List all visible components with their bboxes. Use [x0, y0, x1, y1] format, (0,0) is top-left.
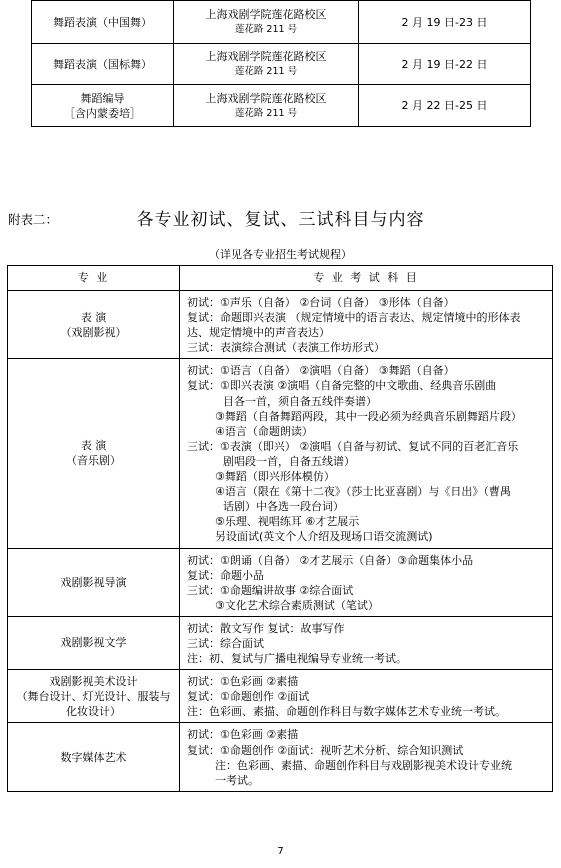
subject-line: 目各一首，须自备五线伴奏谱） [223, 394, 377, 408]
subject-line: 三试：表演综合测试（表演工作坊形式） [187, 341, 385, 355]
table-row [8, 723, 553, 791]
major-cell [32, 85, 174, 127]
major-cell [8, 359, 180, 548]
subjects-cell [180, 670, 553, 723]
subject-line: 达、规定情境中的声音表达） [187, 326, 330, 340]
subject-line: 注：初、复试与广播电视编导专业统一考试。 [187, 652, 407, 666]
major-cell [8, 616, 180, 669]
venue-name: 上海戏剧学院莲花路校区 [205, 91, 327, 105]
subjects-cell [180, 359, 553, 548]
column-header-major: 专 业 [8, 266, 180, 291]
venue-address: 莲花路 211 号 [234, 107, 298, 119]
major-name: 舞蹈表演（国标舞） [53, 57, 152, 71]
section-note: （详见各专业招生考试规程） [209, 248, 352, 261]
table-row [8, 291, 553, 359]
subject-line: ④语言（命题朗读） [215, 424, 313, 438]
subject-line: 注：色彩画、素描、命题创作科目与戏剧影视美术设计专业统 [215, 758, 512, 772]
major-cell [8, 723, 180, 791]
table-row [32, 44, 531, 85]
venue-cell [174, 1, 359, 44]
table-row [32, 1, 531, 44]
major-note: ［含内蒙委培］ [64, 106, 141, 120]
subject-line: 初试：①色彩画 ②素描 [187, 675, 299, 689]
subject-line: 初试：散文写作 复试：故事写作 [187, 621, 345, 635]
subject-line: 注：色彩画、素描、命题创作科目与数字媒体艺术专业统一考试。 [187, 705, 506, 719]
subjects-cell [180, 291, 553, 359]
venue-address: 莲花路 211 号 [234, 24, 298, 35]
table-row [8, 670, 553, 723]
subjects-cell [180, 616, 553, 669]
venue-name: 上海戏剧学院莲花路校区 [205, 50, 327, 63]
subject-line: 三试：综合面试 [187, 636, 264, 650]
subject-line: 初试：①声乐（自备） ②台词（自备） ③形体（自备） [187, 296, 455, 309]
major-subname: （音乐剧） [66, 454, 121, 468]
subject-line: 初试：①朗诵（自备） ②才艺展示（自备）③命题集体小品 [187, 553, 474, 567]
exam-dates: 2 月 19 日-23 日 [401, 15, 488, 29]
subject-line: ③舞蹈（即兴形体模仿） [215, 470, 335, 484]
major-name: 戏剧影视导演 [60, 575, 127, 589]
major-cell [8, 291, 180, 359]
subject-line: 复试：①命题创作 ②面试：视听艺术分析、综合知识测试 [187, 743, 464, 757]
subject-line: 复试：命题即兴表演 （规定情境中的语言表达、规定情境中的形体表 [187, 311, 521, 325]
subject-line: 另设面试(英文个人介绍及现场口语交流测试) [215, 530, 433, 544]
table-row [8, 548, 553, 616]
subject-line: 复试：①即兴表演 ②演唱（自备完整的中文歌曲、经典音乐剧曲 [187, 379, 497, 393]
subject-line: ③文化艺术综合素质测试（笔试） [215, 598, 379, 612]
subject-line: 一考试。 [215, 773, 259, 787]
exam-venue-table [31, 0, 531, 127]
page-number: 7 [277, 846, 284, 857]
subjects-cell [180, 548, 553, 616]
major-cell [8, 670, 180, 723]
venue-cell [174, 44, 359, 85]
appendix-label: 附表二： [8, 212, 59, 227]
column-header-subjects: 专 业 考 试 科 目 [180, 266, 553, 291]
date-cell [359, 85, 531, 127]
major-name: 舞蹈编导 [80, 91, 125, 105]
venue-address: 莲花路 211 号 [234, 66, 298, 77]
exam-dates: 2 月 19 日-22 日 [401, 57, 488, 71]
major-subname: 化妆设计） [66, 704, 121, 718]
table-row [8, 616, 553, 669]
subjects-cell [180, 723, 553, 791]
major-name: 表 演 [80, 310, 107, 324]
major-subname: （舞台设计、灯光设计、服装与 [16, 689, 171, 703]
subject-line: 三试：①命题编讲故事 ②综合面试 [187, 583, 354, 597]
major-name: 数字媒体艺术 [60, 750, 127, 764]
major-cell [32, 1, 174, 44]
major-subname: （戏剧影视） [60, 325, 127, 339]
major-cell [32, 44, 174, 85]
subject-line: 初试：①语言（自备） ②演唱（自备） ③舞蹈（自备） [187, 364, 455, 378]
subject-line: ④语言（限在《第十二夜》（莎士比亚喜剧）与《日出》（曹禺 [215, 485, 511, 499]
subject-line: ③舞蹈（自备舞蹈两段，其中一段必须为经典音乐剧舞蹈片段） [215, 409, 522, 423]
venue-cell [174, 85, 359, 127]
exam-subjects-table [7, 265, 553, 792]
subject-line: 剧唱段一首，自备五线谱） [223, 454, 355, 468]
table-header-row [8, 266, 553, 291]
exam-dates: 2 月 22 日-25 日 [401, 99, 488, 112]
subject-line: 话剧）中各选一段台词） [223, 500, 344, 514]
table-row [8, 359, 553, 548]
major-name: 戏剧影视美术设计 [49, 674, 138, 688]
major-name: 戏剧影视文学 [60, 636, 127, 650]
subject-line: ⑤乐理、视唱练耳 ⑥才艺展示 [215, 515, 360, 529]
subject-line: 复试：①命题创作 ②面试 [187, 690, 310, 704]
major-name: 舞蹈表演（中国舞） [53, 15, 152, 29]
venue-name: 上海戏剧学院莲花路校区 [205, 8, 327, 21]
major-cell [8, 548, 180, 616]
subject-line: 三试：①表演（即兴） ②演唱（自备与初试、复试不同的百老汇音乐 [187, 439, 519, 453]
major-name: 表 演 [80, 439, 107, 453]
section-title: 各专业初试、复试、三试科目与内容 [136, 210, 425, 230]
date-cell [359, 44, 531, 85]
subject-line: 初试：①色彩画 ②素描 [187, 728, 299, 742]
date-cell [359, 1, 531, 44]
subject-line: 复试：命题小品 [187, 568, 264, 582]
table-row [32, 85, 531, 127]
